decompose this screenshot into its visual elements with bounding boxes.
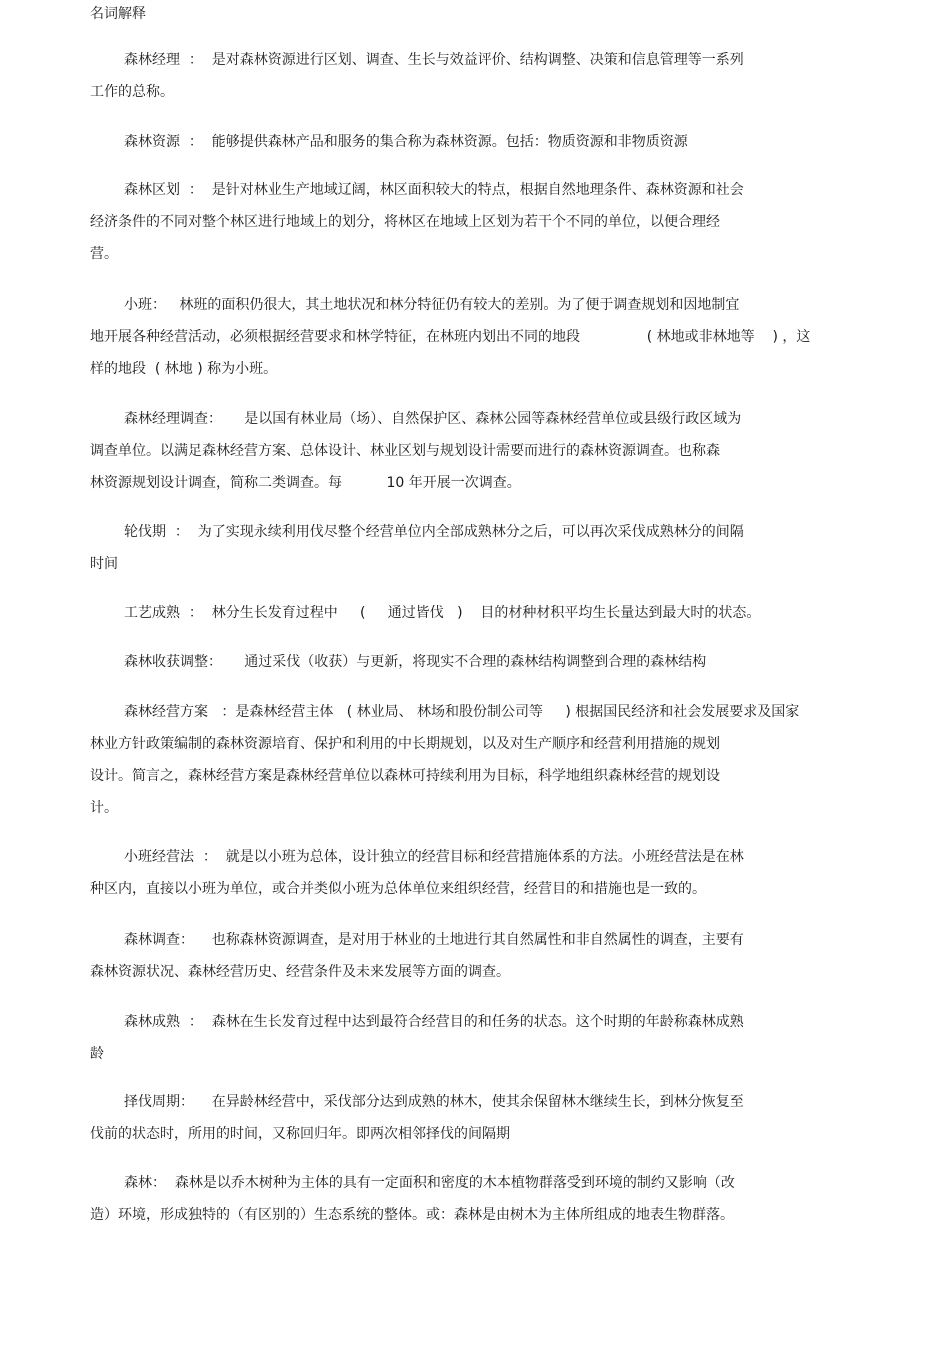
entry-continuation-line: 经济条件的不同对整个林区进行地域上的划分，将林区在地域上区划为若干个不同的单位，以便合理经 xyxy=(90,214,720,230)
entry-first-line: 森林成熟 ： 森林在生长发育过程中达到最符合经营目的和任务的状态。这个时期的年龄称森林成熟 xyxy=(124,1014,744,1030)
entry-continuation-line: 时间 xyxy=(90,556,118,572)
entry-continuation-line: 林业方针政策编制的森林资源培育、保护和利用的中长期规划，以及对生产顺序和经营利用措施的规划 xyxy=(90,736,720,752)
entry-continuation-line: 森林资源状况、森林经营历史、经营条件及未来发展等方面的调查。 xyxy=(90,964,510,980)
entry-first-line: 森林资源 ： 能够提供森林产品和服务的集合称为森林资源。包括：物质资源和非物质资源 xyxy=(124,134,688,150)
entry-first-line: 小班经营法 ： 就是以小班为总体，设计独立的经营目标和经营措施体系的方法。小班经营法是在林 xyxy=(124,849,744,865)
entry-continuation-line: 伐前的状态时，所用的时间，又称回归年。即两次相邻择伐的间隔期 xyxy=(90,1126,510,1142)
entry-first-line: 森林收获调整： 通过采伐（收获）与更新，将现实不合理的森林结构调整到合理的森林结构 xyxy=(124,654,707,670)
entry-continuation-line: 林资源规划设计调查，简称二类调查。每 10 年开展一次调查。 xyxy=(90,475,521,491)
entry-continuation-line: 工作的总称。 xyxy=(90,84,174,100)
entry-continuation-line: 龄 xyxy=(90,1046,104,1062)
entry-first-line: 择伐周期： 在异龄林经营中，采伐部分达到成熟的林木，使其余保留林木继续生长，到林分恢复至 xyxy=(124,1094,744,1110)
entry-continuation-line: 造）环境，形成独特的（有区别的）生态系统的整体。或：森林是由树木为主体所组成的地表生物群落。 xyxy=(90,1207,734,1223)
entry-first-line: 森林调查： 也称森林资源调查，是对用于林业的土地进行其自然属性和非自然属性的调查，主要有 xyxy=(124,932,744,948)
entry-continuation-line: 样的地段 ( 林地 ) 称为小班。 xyxy=(90,361,278,377)
entry-continuation-line: 计。 xyxy=(90,800,118,816)
entry-continuation-line: 种区内，直接以小班为单位，或合并类似小班为总体单位来组织经营，经营目的和措施也是一致的。 xyxy=(90,881,706,897)
entry-first-line: 小班： 林班的面积仍很大，其土地状况和林分特征仍有较大的差别。为了便于调查规划和因地制宜 xyxy=(124,297,740,313)
page-heading: 名词解释 xyxy=(90,6,146,22)
entry-continuation-line: 营。 xyxy=(90,246,118,262)
entry-first-line: 森林经营方案 ：是森林经营主体 ( 林业局、 林场和股份制公司等 ) 根据国民经济和社会发展要求及国家 xyxy=(124,704,800,720)
entry-first-line: 森林： 森林是以乔木树种为主体的具有一定面积和密度的木本植物群落受到环境的制约又影响（改 xyxy=(124,1175,735,1191)
entry-continuation-line: 地开展各种经营活动，必须根据经营要求和林学特征，在林班内划出不同的地段 ( 林地或非林地等 ) ，这 xyxy=(90,329,811,345)
entry-first-line: 工艺成熟 ： 林分生长发育过程中 ( 通过皆伐 ) 目的材种材积平均生长量达到最大时的状态。 xyxy=(124,605,761,621)
entry-continuation-line: 调查单位。以满足森林经营方案、总体设计、林业区划与规划设计需要而进行的森林资源调查。也称森 xyxy=(90,443,720,459)
entry-continuation-line: 设计。简言之，森林经营方案是森林经营单位以森林可持续利用为目标，科学地组织森林经营的规划设 xyxy=(90,768,720,784)
entry-first-line: 森林区划 ： 是针对林业生产地域辽阔，林区面积较大的特点，根据自然地理条件、森林资源和社会 xyxy=(124,182,744,198)
entry-first-line: 森林经理 ： 是对森林资源进行区划、调查、生长与效益评价、结构调整、决策和信息管理等一系列 xyxy=(124,52,744,68)
entry-first-line: 森林经理调查： 是以国有林业局（场）、自然保护区、森林公园等森林经营单位或县级行政区域为 xyxy=(124,411,742,427)
entry-first-line: 轮伐期 ： 为了实现永续利用伐尽整个经营单位内全部成熟林分之后，可以再次采伐成熟林分的间隔 xyxy=(124,524,744,540)
